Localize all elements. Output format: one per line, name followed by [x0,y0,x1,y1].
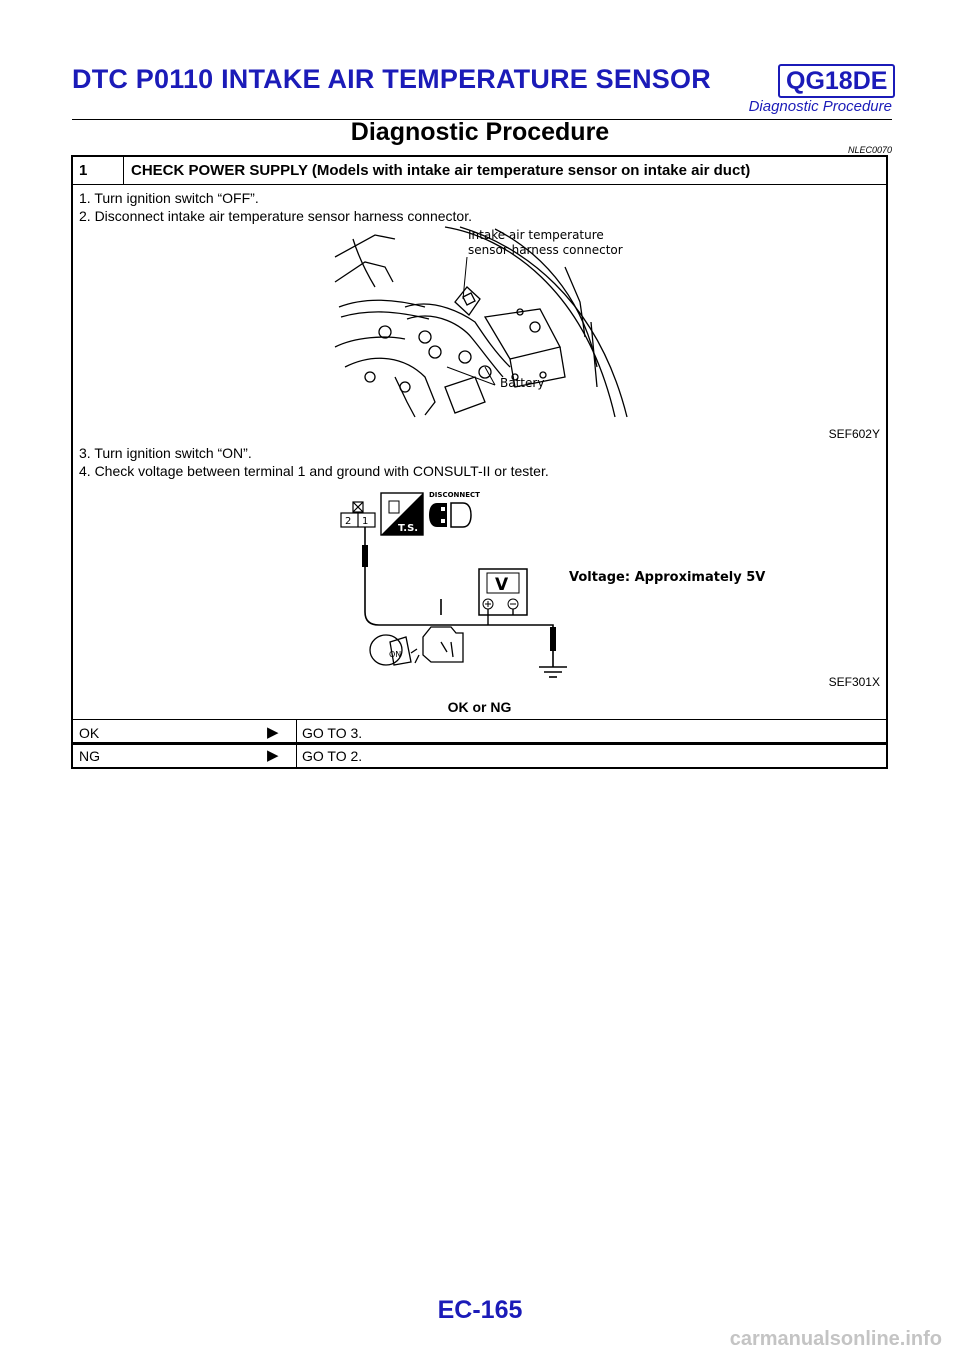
instruction-line: 1. Turn ignition switch “OFF”. [79,190,259,206]
voltmeter [479,569,527,625]
instruction-line: 4. Check voltage between terminal 1 and ground with CONSULT-II or tester. [79,463,549,479]
result-prompt: OK or NG [447,699,512,715]
result-row-ok [73,719,886,745]
result-action: GO TO 2. [302,748,363,764]
header-title: DTC P0110 INTAKE AIR TEMPERATURE SENSOR [72,64,711,94]
result-action: GO TO 3. [302,725,363,741]
terminal-1-label: 1 [362,516,369,527]
figure-callout: Battery [500,376,545,390]
engine-code-badge: QG18DE [778,64,895,98]
step-title: CHECK POWER SUPPLY (Models with intake air temperature sensor on intake air duct) [131,162,751,179]
result-row-ng [71,743,888,769]
figure-callout: Intake air temperature [468,228,604,242]
terminal-2-label: 2 [345,516,352,527]
procedure-table [71,155,888,744]
ts-label: T.S. [398,523,419,534]
engine-bay-illustration [335,227,629,417]
figure-callout: sensor harness connector [468,243,623,257]
step-number: 1 [79,162,88,179]
instruction-line: 2. Disconnect intake air temperature sensor harness connector. [79,208,472,224]
key-on-label: ON [389,650,402,659]
voltage-check-diagram [291,487,766,677]
figure-id: SEF602Y [828,427,880,441]
arrow-right-icon: ▶ [267,724,279,741]
result-label: OK [79,725,100,741]
watermark: carmanualsonline.info [729,1328,942,1350]
voltmeter-label: V [495,575,509,595]
header-subtitle: Diagnostic Procedure [748,98,892,115]
section-title: Diagnostic Procedure [350,118,610,146]
voltage-spec: Voltage: Approximately 5V [569,570,766,585]
column-divider [296,744,297,768]
result-label: NG [79,748,100,764]
ts-icon [381,493,423,535]
page-number: EC-165 [437,1296,523,1324]
section-reference-code: NLEC0070 [847,145,892,155]
engine-icon [411,627,463,663]
column-divider [296,720,297,745]
column-divider [123,157,124,184]
disconnect-label: DISCONNECT [429,491,480,499]
arrow-right-icon: ▶ [267,747,279,764]
instruction-line: 3. Turn ignition switch “ON”. [79,445,252,461]
figure-id: SEF301X [828,675,880,689]
disconnect-icon [429,503,471,527]
step-header-row [73,157,886,185]
